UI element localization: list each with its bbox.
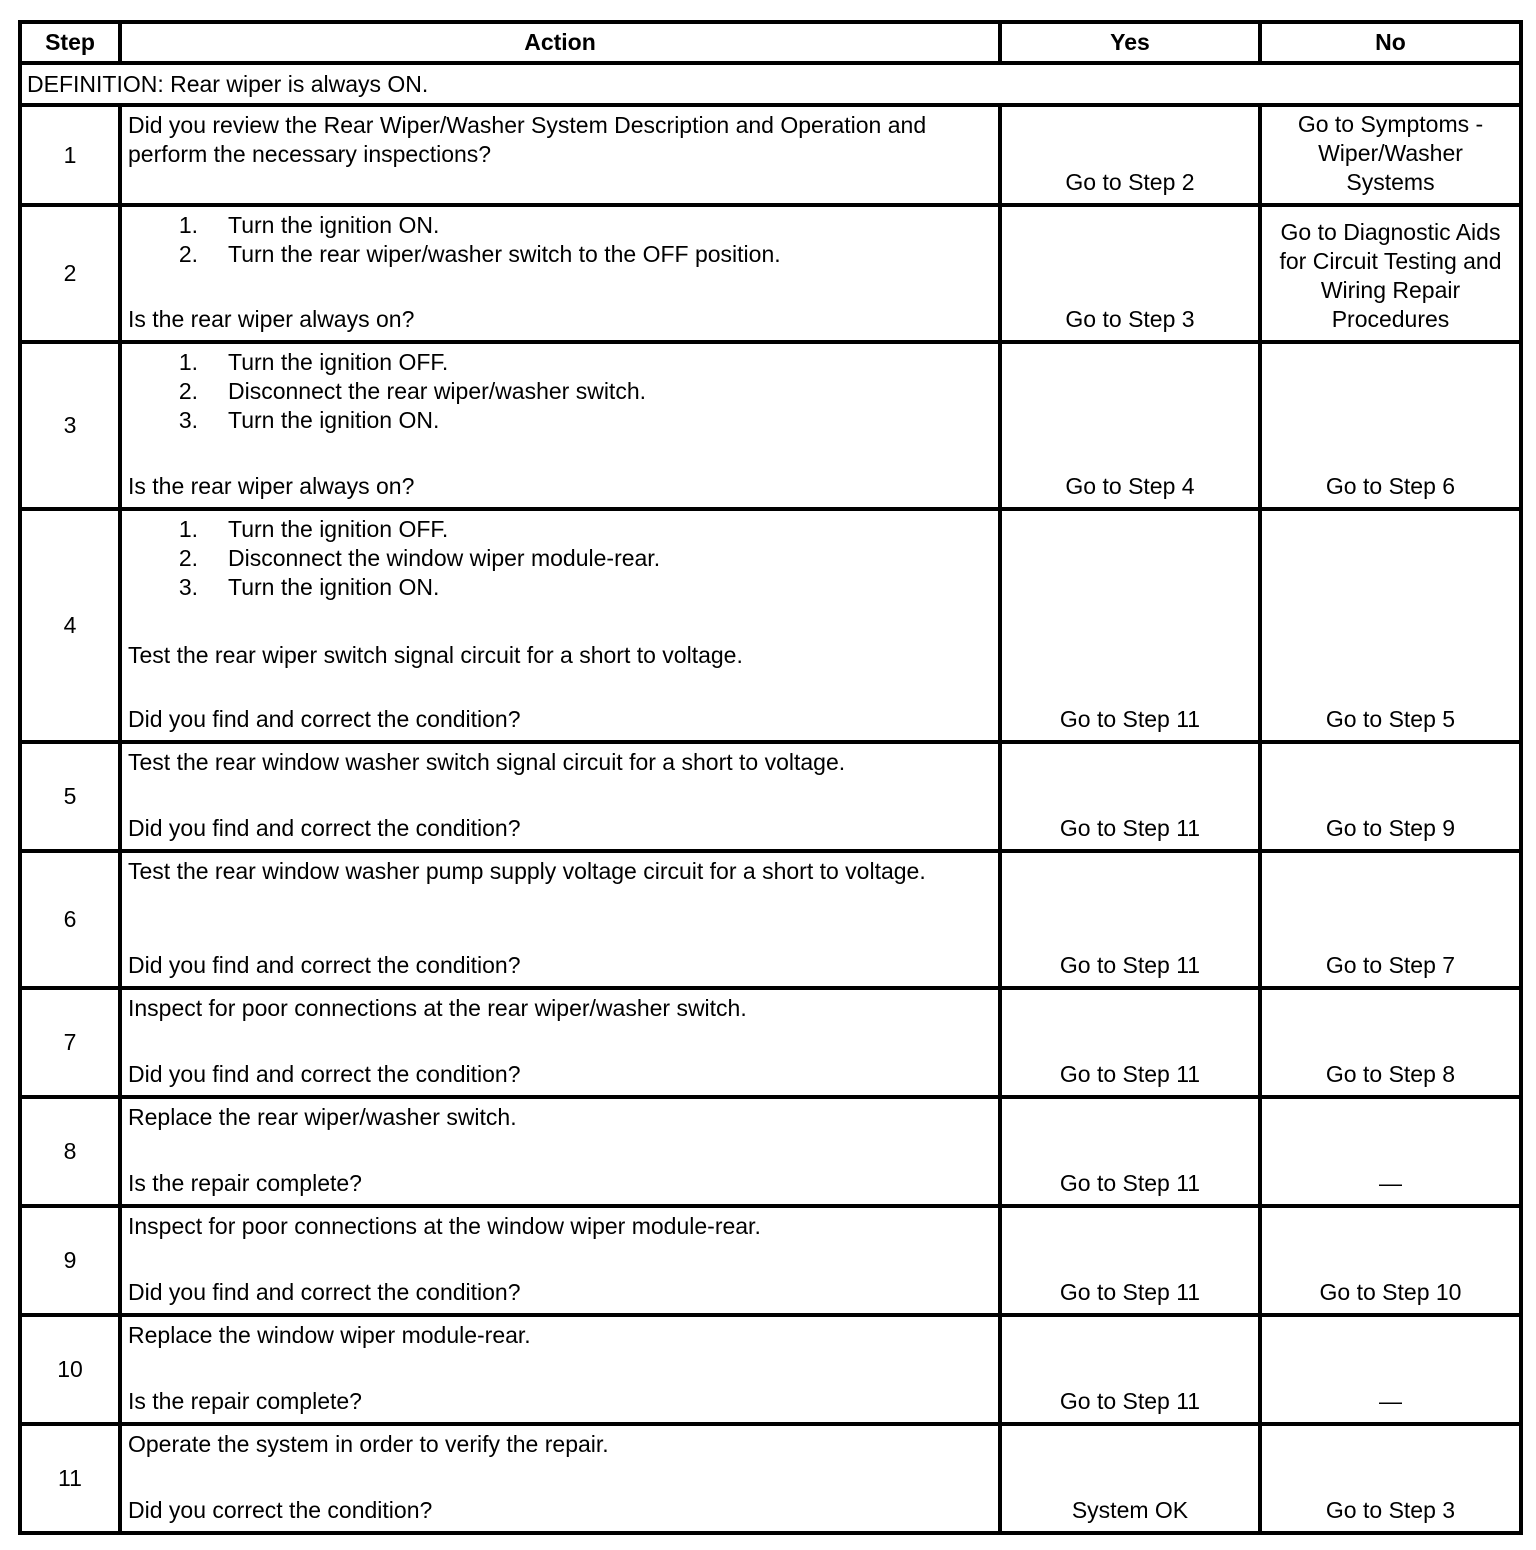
action-step-item: 1. Turn the ignition OFF. [178, 516, 449, 542]
action-step-list [128, 348, 992, 435]
action-cell [120, 342, 1000, 509]
action-cell [120, 105, 1000, 205]
action-content [122, 1317, 998, 1422]
no-action: Go to Step 7 [1325, 952, 1456, 978]
action-cell [120, 1206, 1000, 1315]
action-cell [120, 509, 1000, 742]
action-content [122, 853, 998, 986]
action-content [122, 1426, 998, 1531]
action-instructions [128, 515, 992, 670]
table-row [20, 105, 1521, 205]
definition-row [20, 63, 1521, 105]
table-row [20, 742, 1521, 851]
action-content [122, 1099, 998, 1204]
action-instructions [128, 1430, 992, 1459]
action-cell [120, 851, 1000, 988]
header-yes: Yes [1000, 22, 1260, 63]
yes-action: Go to Step 11 [1059, 952, 1201, 978]
action-question: Is the repair complete? [128, 1388, 362, 1414]
no-action: Go to Diagnostic Aids for Circuit Testing and Wiring Repair Procedures [1279, 219, 1502, 332]
no-cell [1260, 1097, 1521, 1206]
action-instructions [128, 1321, 992, 1350]
action-text: Did you review the Rear Wiper/Washer System Description and Operation and perform the necessary inspections? [128, 112, 927, 167]
header-action: Action [120, 22, 1000, 63]
action-question: Did you find and correct the condition? [128, 952, 521, 978]
step-number: 4 [20, 509, 120, 742]
table-row [20, 205, 1521, 342]
action-text: Inspect for poor connections at the window wiper module-rear. [128, 1213, 761, 1239]
yes-cell [1000, 509, 1260, 742]
yes-action: Go to Step 11 [1059, 1061, 1201, 1087]
no-cell [1260, 342, 1521, 509]
yes-action: Go to Step 2 [1065, 169, 1195, 195]
header-row [20, 22, 1521, 63]
action-text: Test the rear wiper switch signal circuit for a short to voltage. [128, 642, 743, 668]
action-cell [120, 205, 1000, 342]
action-instructions [128, 111, 992, 169]
action-content [122, 344, 998, 507]
yes-cell [1000, 342, 1260, 509]
no-action: Go to Step 8 [1325, 1061, 1456, 1087]
action-cell [120, 1424, 1000, 1533]
action-text: Replace the rear wiper/washer switch. [128, 1104, 517, 1130]
no-cell [1260, 742, 1521, 851]
no-action: Go to Step 10 [1319, 1279, 1462, 1305]
yes-cell [1000, 851, 1260, 988]
table-row [20, 1206, 1521, 1315]
action-instructions [128, 994, 992, 1023]
table-row [20, 851, 1521, 988]
step-number: 7 [20, 988, 120, 1097]
yes-action: Go to Step 11 [1059, 1388, 1201, 1414]
yes-cell [1000, 105, 1260, 205]
definition-text: DEFINITION: Rear wiper is always ON. [20, 63, 1521, 105]
action-step-item: 2. Turn the rear wiper/washer switch to the OFF position. [178, 241, 781, 267]
yes-action: Go to Step 11 [1059, 706, 1201, 732]
header-step: Step [20, 22, 120, 63]
action-instructions [128, 1103, 992, 1132]
step-number: 2 [20, 205, 120, 342]
action-step-item: 3. Turn the ignition ON. [178, 407, 440, 433]
no-cell [1260, 205, 1521, 342]
table-row [20, 1097, 1521, 1206]
yes-cell [1000, 1206, 1260, 1315]
yes-action: Go to Step 11 [1059, 1279, 1201, 1305]
action-step-list [128, 515, 992, 602]
table-row [20, 1315, 1521, 1424]
no-action: — [1379, 1170, 1402, 1196]
action-instructions [128, 211, 992, 269]
yes-action: Go to Step 3 [1065, 306, 1195, 332]
action-content [122, 1208, 998, 1313]
action-cell [120, 1097, 1000, 1206]
step-number: 3 [20, 342, 120, 509]
step-number: 1 [20, 105, 120, 205]
yes-action: Go to Step 4 [1065, 473, 1195, 499]
action-text: Test the rear window washer pump supply voltage circuit for a short to voltage. [128, 858, 926, 884]
action-question: Did you find and correct the condition? [128, 1279, 521, 1305]
step-number: 10 [20, 1315, 120, 1424]
no-action: Go to Step 5 [1325, 706, 1456, 732]
step-number: 6 [20, 851, 120, 988]
step-number: 8 [20, 1097, 120, 1206]
action-content [122, 990, 998, 1095]
action-cell [120, 1315, 1000, 1424]
table-row [20, 342, 1521, 509]
no-action: Go to Step 9 [1325, 815, 1456, 841]
no-cell [1260, 105, 1521, 205]
yes-cell [1000, 1424, 1260, 1533]
step-number: 9 [20, 1206, 120, 1315]
table-row [20, 509, 1521, 742]
action-content [122, 207, 998, 340]
no-action: Go to Step 6 [1325, 473, 1456, 499]
action-question: Did you find and correct the condition? [128, 706, 521, 732]
action-content [122, 744, 998, 849]
action-question: Did you correct the condition? [128, 1497, 433, 1523]
yes-action: Go to Step 11 [1059, 1170, 1201, 1196]
no-cell [1260, 509, 1521, 742]
action-content [122, 107, 998, 203]
yes-cell [1000, 1097, 1260, 1206]
no-cell [1260, 851, 1521, 988]
action-question: Did you find and correct the condition? [128, 1061, 521, 1087]
action-step-list [128, 211, 992, 269]
table-row [20, 988, 1521, 1097]
no-action: Go to Symptoms - Wiper/Washer Systems [1297, 111, 1484, 195]
yes-cell [1000, 205, 1260, 342]
action-question: Is the repair complete? [128, 1170, 362, 1196]
action-step-item: 2. Disconnect the window wiper module-rear. [178, 545, 661, 571]
yes-cell [1000, 1315, 1260, 1424]
yes-cell [1000, 742, 1260, 851]
no-cell [1260, 988, 1521, 1097]
action-step-item: 1. Turn the ignition ON. [178, 212, 440, 238]
diagnostic-table [18, 20, 1523, 1535]
action-question: Is the rear wiper always on? [128, 306, 415, 332]
action-cell [120, 742, 1000, 851]
no-action: — [1379, 1388, 1402, 1414]
action-text: Test the rear window washer switch signal circuit for a short to voltage. [128, 749, 846, 775]
action-content [122, 511, 998, 740]
action-text: Inspect for poor connections at the rear wiper/washer switch. [128, 995, 747, 1021]
yes-cell [1000, 988, 1260, 1097]
action-instructions [128, 857, 992, 886]
action-step-item: 1. Turn the ignition OFF. [178, 349, 449, 375]
table-row [20, 1424, 1521, 1533]
action-instructions [128, 1212, 992, 1241]
no-cell [1260, 1315, 1521, 1424]
action-text: Replace the window wiper module-rear. [128, 1322, 531, 1348]
action-text: Operate the system in order to verify the repair. [128, 1431, 609, 1457]
step-number: 5 [20, 742, 120, 851]
step-number: 11 [20, 1424, 120, 1533]
header-no: No [1260, 22, 1521, 63]
yes-action: Go to Step 11 [1059, 815, 1201, 841]
action-step-item: 3. Turn the ignition ON. [178, 574, 440, 600]
no-cell [1260, 1206, 1521, 1315]
action-question: Did you find and correct the condition? [128, 815, 521, 841]
no-action: Go to Step 3 [1325, 1497, 1456, 1523]
no-cell [1260, 1424, 1521, 1533]
action-question: Is the rear wiper always on? [128, 473, 415, 499]
action-instructions [128, 748, 992, 777]
action-step-item: 2. Disconnect the rear wiper/washer switch. [178, 378, 646, 404]
action-instructions [128, 348, 992, 435]
yes-action: System OK [1071, 1497, 1189, 1523]
action-cell [120, 988, 1000, 1097]
